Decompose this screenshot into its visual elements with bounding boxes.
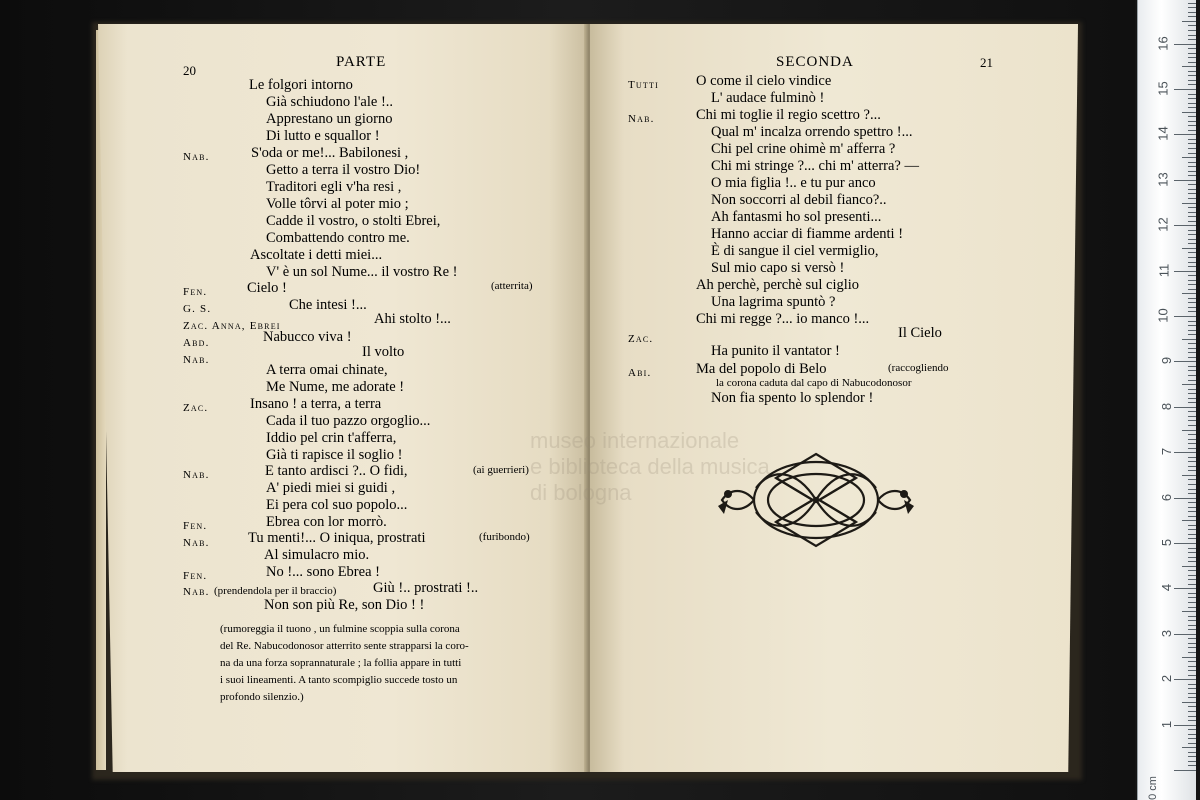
ruler-tick <box>1188 743 1196 744</box>
verse-line: O come il cielo vindice <box>696 73 832 89</box>
ruler-tick <box>1188 561 1196 562</box>
ruler-tick <box>1188 75 1196 76</box>
ruler-tick <box>1188 162 1196 163</box>
ruler-number: 1 <box>1158 720 1174 728</box>
ruler-tick <box>1188 153 1196 154</box>
ruler-number: 8 <box>1158 402 1174 410</box>
ruler-tick <box>1188 557 1196 558</box>
ruler-tick <box>1188 35 1196 36</box>
ruler-tick <box>1188 516 1196 517</box>
verse-line: Una lagrima spuntò ? <box>711 294 836 310</box>
ruler-tick <box>1182 339 1196 340</box>
stage-direction: (raccogliendo <box>888 362 949 374</box>
ruler-tick <box>1188 7 1196 8</box>
ruler-number: 10 <box>1155 308 1171 323</box>
right-page-number: 21 <box>980 55 993 70</box>
stage-direction: (atterrita) <box>491 280 533 292</box>
ruler-tick <box>1188 325 1196 326</box>
ruler-tick <box>1174 271 1196 272</box>
ruler-tick <box>1174 44 1196 45</box>
ruler-tick <box>1188 375 1196 376</box>
left-page-number: 20 <box>183 63 196 78</box>
verse-line: E tanto ardisci ?.. O fidi, <box>265 463 408 479</box>
ruler-tick <box>1188 398 1196 399</box>
ruler-tick <box>1188 652 1196 653</box>
ruler-tick <box>1188 243 1196 244</box>
ruler-tick <box>1188 12 1196 13</box>
stage-direction: profondo silenzio.) <box>220 691 304 703</box>
stage-direction: del Re. Nabucodonosor atterrito sente strapparsi la coro- <box>220 640 469 652</box>
ruler-tick <box>1188 502 1196 503</box>
speaker-name: Zac. <box>183 402 209 414</box>
verse-line: Già schiudono l'ale !.. <box>266 94 394 110</box>
speaker-name: Abi. <box>628 367 652 379</box>
verse-line: Hanno acciar di fiamme ardenti ! <box>711 226 904 242</box>
ruler-tick <box>1174 225 1196 226</box>
ruler-tick <box>1188 143 1196 144</box>
ruler-tick <box>1188 302 1196 303</box>
ruler-tick <box>1174 679 1196 680</box>
ruler-tick <box>1188 130 1196 131</box>
ruler-tick <box>1182 384 1196 385</box>
verse-line: O mia figlia !.. e tu pur anco <box>711 175 876 191</box>
verse-line: Ma del popolo di Belo <box>696 361 827 377</box>
ruler-tick <box>1188 684 1196 685</box>
ruler-tick <box>1188 334 1196 335</box>
ruler-tick <box>1188 457 1196 458</box>
ruler-tick <box>1182 611 1196 612</box>
ruler-tick <box>1188 289 1196 290</box>
ruler-tick <box>1188 71 1196 72</box>
ruler-tick <box>1188 275 1196 276</box>
ruler-number: 7 <box>1158 448 1174 456</box>
verse-line: Qual m' incalza orrendo spettro !... <box>711 124 913 140</box>
ruler-tick <box>1188 25 1196 26</box>
ruler-number: 11 <box>1155 263 1171 277</box>
speaker-name: Tutti <box>628 79 659 91</box>
ruler-number: 15 <box>1155 81 1171 96</box>
ruler-tick <box>1188 321 1196 322</box>
ruler-tick <box>1188 166 1196 167</box>
ruler-tick <box>1188 765 1196 766</box>
ruler-tick <box>1188 389 1196 390</box>
ruler-tick <box>1188 470 1196 471</box>
ruler-tick <box>1188 348 1196 349</box>
ruler-tick <box>1188 706 1196 707</box>
ruler-tick <box>1182 747 1196 748</box>
ruler-number: 3 <box>1158 629 1174 637</box>
ruler-tick <box>1188 720 1196 721</box>
ruler-tick <box>1174 316 1196 317</box>
ruler-tick <box>1188 266 1196 267</box>
ruler-tick <box>1182 702 1196 703</box>
ruler-tick <box>1188 307 1196 308</box>
verse-line: Ah fantasmi ho sol presenti... <box>711 209 882 225</box>
ruler-tick <box>1188 548 1196 549</box>
verse-line: Chi mi regge ?... io manco !... <box>696 311 870 327</box>
ruler-tick <box>1188 48 1196 49</box>
ruler-tick <box>1174 725 1196 726</box>
ruler-tick <box>1188 507 1196 508</box>
verse-line: S'oda or me!... Babilonesi , <box>251 145 409 161</box>
ruler-tick <box>1188 311 1196 312</box>
ruler-tick <box>1188 298 1196 299</box>
watermark-line: e biblioteca della musica <box>530 454 770 479</box>
ruler-tick <box>1188 602 1196 603</box>
ruler-tick <box>1188 94 1196 95</box>
ruler-tick <box>1188 729 1196 730</box>
ruler-tick <box>1188 529 1196 530</box>
ruler-number: 5 <box>1158 538 1174 547</box>
ruler-tick <box>1174 452 1196 453</box>
ruler-tick <box>1188 234 1196 235</box>
verse-line: Nabucco viva ! <box>263 329 352 345</box>
ruler-tick <box>1188 230 1196 231</box>
ruler-tick <box>1188 761 1196 762</box>
left-page-header: PARTE <box>336 54 387 70</box>
ruler-tick <box>1182 21 1196 22</box>
ruler-tick <box>1188 443 1196 444</box>
verse-line: Non fia spento lo splendor ! <box>711 390 874 406</box>
stage-direction: la corona caduta dal capo di Nabucodonosor <box>716 377 912 389</box>
ruler-tick <box>1188 366 1196 367</box>
ruler-tick <box>1188 489 1196 490</box>
ruler-tick <box>1188 30 1196 31</box>
ruler-tick <box>1188 207 1196 208</box>
verse-line: Ahi stolto !... <box>374 311 451 327</box>
ruler-tick <box>1188 352 1196 353</box>
verse-line: Ei pera col suo popolo... <box>266 497 408 513</box>
ruler-tick <box>1174 543 1196 544</box>
verse-line: Non soccorri al debil fianco?.. <box>711 192 887 208</box>
ruler-number: 4 <box>1158 584 1174 592</box>
ruler-tick <box>1182 66 1196 67</box>
ruler-tick <box>1188 597 1196 598</box>
ruler-tick <box>1188 189 1196 190</box>
ruler-tick <box>1188 738 1196 739</box>
ruler-tick <box>1188 357 1196 358</box>
verse-line: Non son più Re, son Dio ! ! <box>264 597 425 613</box>
verse-line: Cielo ! <box>247 280 287 296</box>
verse-line: A terra omai chinate, <box>266 362 388 378</box>
ruler-tick <box>1188 284 1196 285</box>
ruler-tick <box>1188 425 1196 426</box>
ruler-tick <box>1188 3 1196 4</box>
ruler-tick <box>1188 125 1196 126</box>
verse-line: È di sangue il ciel vermiglio, <box>711 243 879 259</box>
ruler-tick <box>1174 361 1196 362</box>
ruler-tick <box>1188 752 1196 753</box>
ruler-tick <box>1182 475 1196 476</box>
ruler-tick <box>1188 216 1196 217</box>
ruler-tick <box>1188 370 1196 371</box>
ruler-tick <box>1188 84 1196 85</box>
ruler-tick <box>1188 670 1196 671</box>
ruler-tick <box>1188 420 1196 421</box>
ruler-tick <box>1188 625 1196 626</box>
ruler-tick <box>1188 184 1196 185</box>
verse-line: Ha punito il vantator ! <box>711 343 840 359</box>
ruler-tick <box>1188 434 1196 435</box>
ruler-number: 2 <box>1158 675 1174 683</box>
ruler-tick <box>1188 239 1196 240</box>
ruler-tick <box>1188 98 1196 99</box>
verse-line: Chi mi toglie il regio scettro ?... <box>696 107 881 123</box>
verse-line: Getto a terra il vostro Dio! <box>266 162 421 178</box>
ruler-tick <box>1182 157 1196 158</box>
ruler-tick <box>1188 534 1196 535</box>
ruler-tick <box>1188 661 1196 662</box>
ruler-tick <box>1174 634 1196 635</box>
ruler-tick <box>1188 16 1196 17</box>
ruler-tick <box>1188 716 1196 717</box>
ruler-tick <box>1188 525 1196 526</box>
ruler-tick <box>1188 666 1196 667</box>
verse-line: Me Nume, me adorate ! <box>266 379 405 395</box>
ruler-tick <box>1188 198 1196 199</box>
ruler-tick <box>1188 39 1196 40</box>
speaker-name: Nab. <box>183 537 210 549</box>
ruler-tick <box>1188 756 1196 757</box>
ruler-tick <box>1188 570 1196 571</box>
verse-line: Che intesi !... <box>289 297 367 313</box>
ruler-tick <box>1188 697 1196 698</box>
ruler-tick <box>1182 293 1196 294</box>
ruler-tick <box>1188 616 1196 617</box>
ruler-tick <box>1182 430 1196 431</box>
verse-line: Tu menti!... O iniqua, prostrati <box>248 530 426 546</box>
ruler-number: 9 <box>1158 357 1174 365</box>
speaker-name: Abd. <box>183 337 210 349</box>
verse-line: Giù !.. prostrati !.. <box>373 580 479 596</box>
verse-line: A' piedi miei si guidi , <box>266 480 396 496</box>
stage-direction: (rumoreggia il tuono , un fulmine scoppia sulla corona <box>220 623 460 635</box>
ruler-tick <box>1188 212 1196 213</box>
verse-line: Di lutto e squallor ! <box>266 128 380 144</box>
ruler-tick <box>1174 180 1196 181</box>
ruler-tick <box>1188 675 1196 676</box>
verse-line: Apprestano un giorno <box>266 111 393 127</box>
verse-line: Il volto <box>362 344 405 360</box>
ruler-tick <box>1188 116 1196 117</box>
speaker-name: Fen. <box>183 570 208 582</box>
ruler-tick <box>1188 402 1196 403</box>
verse-line: Cada il tuo pazzo orgoglio... <box>266 413 431 429</box>
knotwork-ornament-icon <box>716 448 916 552</box>
watermark-line: museo internazionale <box>530 428 740 453</box>
stage-direction: na da una forza soprannaturale ; la follia appare in tutti <box>220 657 462 669</box>
verse-line: Ebrea con lor morrò. <box>266 514 387 530</box>
ruler-tick <box>1182 203 1196 204</box>
ruler-tick <box>1188 121 1196 122</box>
ruler-tick <box>1188 330 1196 331</box>
ruler-tick <box>1188 693 1196 694</box>
ruler-tick <box>1188 579 1196 580</box>
ruler-tick <box>1188 262 1196 263</box>
ruler-number: 6 <box>1158 493 1174 501</box>
ruler-tick <box>1188 575 1196 576</box>
stage-direction: (ai guerrieri) <box>473 464 529 476</box>
ruler-number: 14 <box>1155 126 1171 142</box>
ruler-tick <box>1174 588 1196 589</box>
ruler-tick <box>1188 711 1196 712</box>
verse-line: Il Cielo <box>898 325 942 341</box>
ruler-tick <box>1188 538 1196 539</box>
ruler-tick <box>1188 643 1196 644</box>
stage-direction: i suoi lineamenti. A tanto scompiglio succede tosto un <box>220 674 458 686</box>
ruler-tick <box>1188 688 1196 689</box>
ruler-unit-label: 0 cm <box>1146 776 1159 800</box>
stage-direction: (furibondo) <box>479 531 530 543</box>
ruler-tick <box>1188 439 1196 440</box>
ruler-tick <box>1188 461 1196 462</box>
verse-line: Chi mi stringe ?... chi m' atterra? — <box>711 158 919 174</box>
speaker-name: Nab. <box>183 469 210 481</box>
speaker-name: Fen. <box>183 286 208 298</box>
ruler-tick <box>1188 175 1196 176</box>
ruler-tick <box>1188 393 1196 394</box>
ruler-tick <box>1174 134 1196 135</box>
verse-line: Volle tôrvi al poter mio ; <box>266 196 409 212</box>
speaker-name: G. S. <box>183 303 212 315</box>
ruler-tick <box>1188 448 1196 449</box>
speaker-name: Nab. <box>183 586 210 598</box>
ruler-tick <box>1188 139 1196 140</box>
ruler-tick <box>1188 620 1196 621</box>
ruler-tick <box>1182 566 1196 567</box>
verse-line: Traditori egli v'ha resi , <box>266 179 402 195</box>
ruler-tick <box>1188 479 1196 480</box>
verse-line: Al simulacro mio. <box>264 547 370 563</box>
ruler-tick <box>1188 493 1196 494</box>
ruler-tick <box>1188 171 1196 172</box>
speaker-name: Zac. <box>628 333 654 345</box>
speaker-name: Nab. <box>628 113 655 125</box>
ruler-tick <box>1182 657 1196 658</box>
verse-line: Insano ! a terra, a terra <box>250 396 382 412</box>
ruler-tick <box>1188 53 1196 54</box>
ruler-tick <box>1188 593 1196 594</box>
ruler-tick <box>1188 193 1196 194</box>
verse-line: V' è un sol Nume... il vostro Re ! <box>266 264 458 280</box>
verse-line: Sul mio capo si versò ! <box>711 260 845 276</box>
right-page-header: SECONDA <box>776 54 854 70</box>
ruler-tick <box>1188 280 1196 281</box>
stage-direction: (prendendola per il braccio) <box>214 585 337 597</box>
speaker-name: Nab. <box>183 151 210 163</box>
verse-line: Chi pel crine ohimè m' afferra ? <box>711 141 896 157</box>
verse-line: Combattendo contro me. <box>266 230 410 246</box>
watermark-line: di bologna <box>530 480 632 505</box>
ruler-number: 12 <box>1155 217 1171 232</box>
ruler-number: 13 <box>1155 172 1171 187</box>
verse-line: No !... sono Ebrea ! <box>266 564 380 580</box>
ruler-tick <box>1188 257 1196 258</box>
ruler-tick <box>1188 62 1196 63</box>
speaker-name: Fen. <box>183 520 208 532</box>
ruler-tick <box>1174 89 1196 90</box>
ruler-tick <box>1188 647 1196 648</box>
ruler-number: 16 <box>1155 35 1171 51</box>
ruler-tick <box>1174 407 1196 408</box>
verse-line: Iddio pel crin t'afferra, <box>266 430 397 446</box>
ruler-tick <box>1188 734 1196 735</box>
ruler-tick <box>1188 411 1196 412</box>
verse-line: Ah perchè, perchè sul ciglio <box>696 277 860 293</box>
ruler-tick <box>1188 607 1196 608</box>
ruler-tick <box>1188 57 1196 58</box>
ruler-tick <box>1188 252 1196 253</box>
verse-line: L' audace fulminò ! <box>711 90 825 106</box>
ruler-tick <box>1188 416 1196 417</box>
ruler-tick <box>1188 552 1196 553</box>
verse-line: Le folgori intorno <box>249 77 353 93</box>
ruler-tick <box>1174 770 1196 771</box>
ruler-tick <box>1188 584 1196 585</box>
ruler-tick <box>1182 248 1196 249</box>
ruler-tick <box>1188 107 1196 108</box>
ruler-tick <box>1182 520 1196 521</box>
ruler-tick <box>1188 638 1196 639</box>
ruler-tick <box>1188 466 1196 467</box>
ruler-tick <box>1188 221 1196 222</box>
ruler-tick <box>1188 343 1196 344</box>
ruler-tick <box>1188 629 1196 630</box>
speaker-name: Zac. Anna, Ebrei <box>183 320 281 332</box>
ruler-tick <box>1182 112 1196 113</box>
ruler-tick <box>1188 148 1196 149</box>
ruler-tick <box>1174 498 1196 499</box>
ruler-tick <box>1188 80 1196 81</box>
verse-line: Ascoltate i detti miei... <box>250 247 383 263</box>
ruler-tick <box>1188 103 1196 104</box>
verse-line: Cadde il vostro, o stolti Ebrei, <box>266 213 441 229</box>
ruler-tick <box>1188 380 1196 381</box>
verse-line: Già ti rapisce il soglio ! <box>266 447 403 463</box>
ruler-tick <box>1188 484 1196 485</box>
measuring-ruler <box>1137 0 1196 800</box>
speaker-name: Nab. <box>183 354 210 366</box>
ruler-tick <box>1188 511 1196 512</box>
